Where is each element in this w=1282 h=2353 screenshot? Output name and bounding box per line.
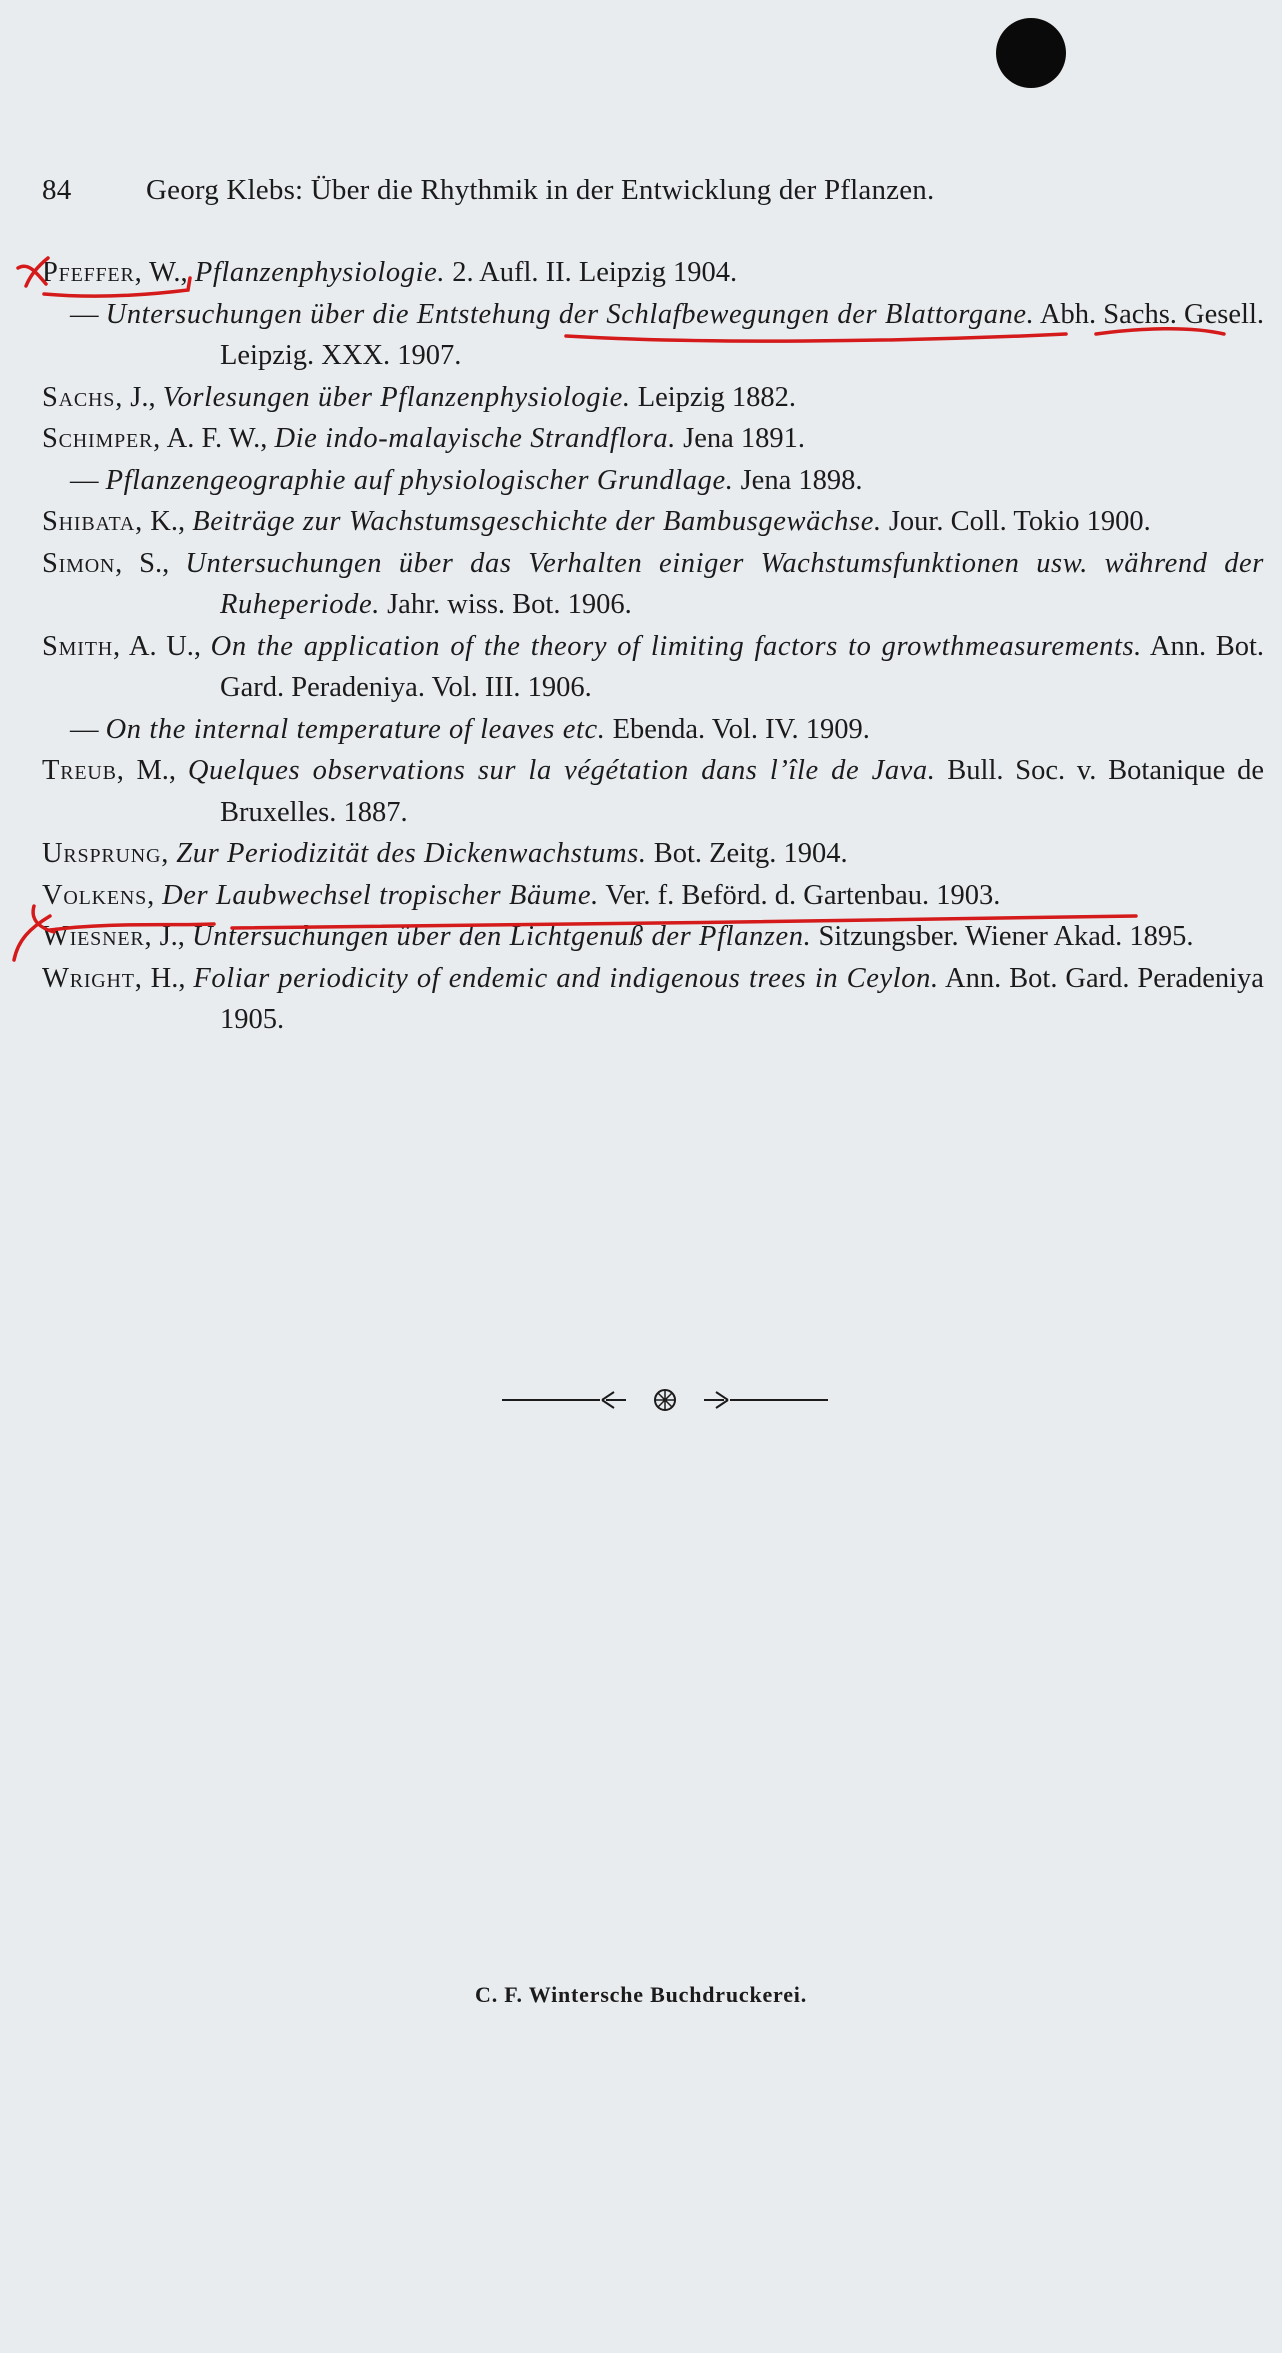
section-end-ornament [502, 1384, 828, 1416]
reference-entry [42, 709, 1264, 751]
reference-entry [42, 377, 1264, 419]
reference-title: Pflanzengeographie auf physiologischer Grundlage. [105, 464, 734, 496]
ditto-dash: — [70, 713, 106, 745]
printer-imprint: C. F. Wintersche Buchdruckerei. [475, 1982, 807, 2007]
reference-title: Pflanzenphysiologie. [194, 257, 446, 288]
reference-source: Ver. f. Beförd. d. Gartenbau. 1903. [598, 879, 1001, 911]
page-number: 84 [42, 174, 72, 206]
running-title: Georg Klebs: Über die Rhythmik in der Entwicklung der Pflanzen. [146, 174, 935, 206]
reference-title: Der Laubwechsel tropischer Bäume. [162, 879, 599, 911]
reference-author: Simon, [42, 547, 124, 579]
reference-source: Jahr. wiss. Bot. 1906. [379, 589, 632, 620]
punch-hole [996, 18, 1066, 88]
reference-entry [42, 460, 1264, 502]
reference-entry [42, 750, 1264, 833]
reference-author: Volkens, [42, 879, 155, 911]
reference-author: Schimper, [42, 423, 162, 454]
reference-author: Sachs, [42, 381, 124, 413]
reference-source: Ann. Bot. Gard. Peradeniya. Vol. III. 1906. [220, 630, 1265, 703]
reference-author: Wright, [42, 962, 143, 994]
reference-author: Smith, [42, 630, 121, 662]
reference-author: Wiesner, [42, 921, 153, 952]
reference-title: Untersuchungen über das Verhalten einiger Wachstumsfunktionen usw. während der Ruheperiode. [185, 547, 1264, 620]
reference-source: Ebenda. Vol. IV. 1909. [605, 713, 870, 745]
reference-author: Ursprung, [42, 838, 170, 869]
reference-initials: J., [123, 381, 163, 413]
reference-author: Pfeffer, [42, 257, 143, 288]
ditto-dash: — [70, 464, 106, 496]
reference-initials: H., [142, 962, 194, 994]
reference-title: Zur Periodizität des Dickenwachstums. [176, 838, 647, 869]
reference-entry [42, 958, 1264, 1041]
reference-source: Bot. Zeitg. 1904. [646, 838, 848, 869]
reference-entry [42, 501, 1264, 543]
reference-title: Untersuchungen über den Lichtgenuß der Pflanzen. [192, 921, 812, 952]
reference-entry [42, 626, 1264, 709]
reference-title: Die indo-malayische Strandflora. [274, 423, 676, 454]
reference-source: 2. Aufl. II. Leipzig 1904. [445, 257, 738, 288]
reference-title: Vorlesungen über Pflanzenphysiologie. [162, 381, 631, 413]
reference-source: Abh. Sachs. Gesell. Leipzig. XXX. 1907. [220, 298, 1264, 371]
reference-entry [42, 418, 1264, 460]
reference-title: On the application of the theory of limiting factors to growthmeasurements. [210, 630, 1142, 662]
reference-source: Bull. Soc. v. Botanique de Bruxelles. 1887. [220, 755, 1264, 828]
reference-title: Beiträge zur Wachstumsgeschichte der Bambusgewächse. [192, 506, 882, 537]
ditto-dash: — [70, 298, 106, 330]
reference-initials: A. U., [120, 630, 211, 662]
reference-entry [42, 543, 1264, 626]
reference-initials: A. F. W., [161, 423, 275, 454]
reference-source: Ann. Bot. Gard. Peradeniya 1905. [220, 962, 1264, 1035]
reference-title: Quelques observations sur la végétation dans l’île de Java. [187, 755, 936, 786]
reference-entry [42, 252, 1264, 294]
reference-source: Leipzig 1882. [630, 381, 796, 413]
reference-source: Sitzungsber. Wiener Akad. 1895. [811, 921, 1194, 952]
reference-source: Jena 1898. [733, 464, 863, 496]
reference-source: Jour. Coll. Tokio 1900. [881, 506, 1151, 537]
reference-author: Treub, [42, 755, 125, 786]
reference-initials: K., [143, 506, 193, 537]
reference-title: On the internal temperature of leaves etc. [105, 713, 606, 745]
reference-title: Untersuchungen über die Entstehung der Schlafbewegungen der Blattorgane. [105, 298, 1035, 330]
reference-initials: W., [142, 257, 195, 288]
reference-entry [42, 294, 1264, 377]
reference-initials: M., [124, 755, 188, 786]
reference-author: Shibata, [42, 506, 144, 537]
reference-source: Jena 1891. [675, 423, 805, 454]
reference-entry [42, 833, 1264, 875]
reference-entry [42, 916, 1264, 958]
reference-title: Foliar periodicity of endemic and indigenous trees in Ceylon. [193, 962, 939, 994]
reference-initials: J., [152, 921, 193, 952]
running-header [42, 174, 1262, 207]
reference-list [42, 252, 1264, 1041]
reference-entry [42, 875, 1264, 917]
reference-initials: S., [123, 547, 186, 579]
